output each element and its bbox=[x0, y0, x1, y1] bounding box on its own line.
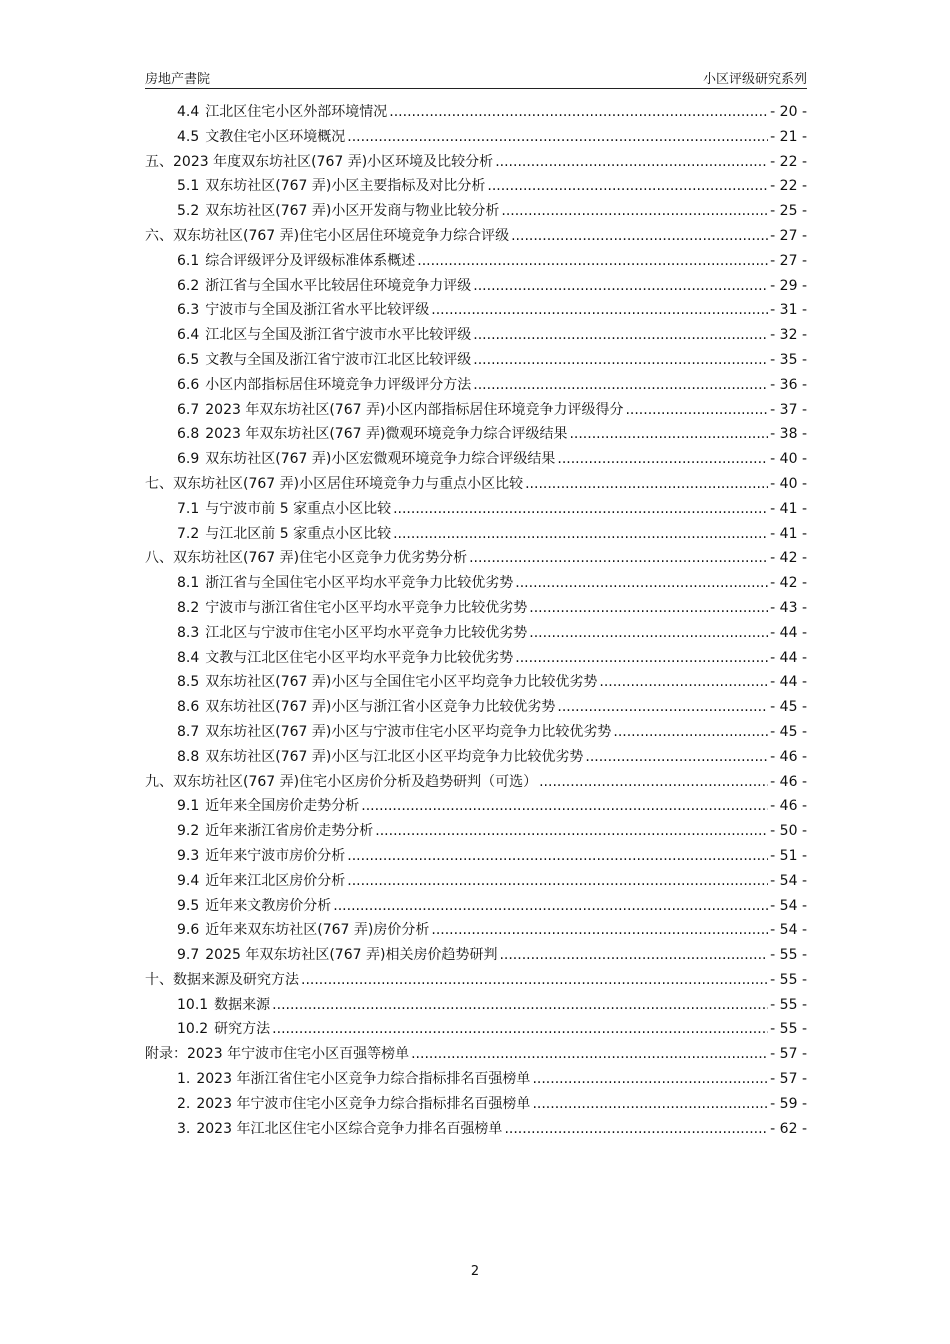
toc-entry-title: 宁波市与全国及浙江省水平比较评级 bbox=[205, 302, 430, 319]
toc-entry-number: 5.1 bbox=[177, 178, 200, 195]
toc-chapter-entry[interactable] bbox=[145, 546, 807, 571]
toc-dot-leader bbox=[569, 422, 768, 447]
toc-entry-page: - 27 - bbox=[770, 227, 807, 244]
toc-section-entry[interactable] bbox=[145, 100, 807, 125]
toc-section-entry[interactable] bbox=[145, 646, 807, 671]
toc-dot-leader bbox=[495, 150, 768, 175]
toc-dot-leader bbox=[525, 472, 768, 497]
toc-section-entry[interactable] bbox=[145, 844, 807, 869]
toc-entry-title: 双东坊社区(767 弄)住宅小区房价分析及趋势研判（可选） bbox=[173, 773, 538, 790]
toc-dot-leader bbox=[272, 993, 768, 1018]
toc-entry-number: 1. bbox=[177, 1071, 191, 1088]
toc-section-entry[interactable] bbox=[145, 1092, 807, 1117]
toc-chapter-entry[interactable] bbox=[145, 150, 807, 175]
toc-dot-leader bbox=[473, 274, 768, 299]
header-publisher: 房地产書院 bbox=[145, 72, 211, 87]
toc-entry-page: - 32 - bbox=[770, 327, 807, 344]
toc-entry-title: 2023 年宁波市住宅小区百强等榜单 bbox=[187, 1046, 410, 1063]
toc-section-entry[interactable] bbox=[145, 869, 807, 894]
toc-entry-page: - 36 - bbox=[770, 376, 807, 393]
toc-chapter-entry[interactable] bbox=[145, 224, 807, 249]
toc-section-entry[interactable] bbox=[145, 943, 807, 968]
toc-dot-leader bbox=[301, 968, 768, 993]
toc-section-entry[interactable] bbox=[145, 522, 807, 547]
toc-entry-number: 6.2 bbox=[177, 277, 200, 294]
header-series: 小区评级研究系列 bbox=[702, 72, 807, 87]
toc-dot-leader bbox=[499, 943, 768, 968]
toc-entry-number: 8.1 bbox=[177, 575, 200, 592]
toc-entry-number: 9.4 bbox=[177, 872, 200, 889]
toc-section-entry[interactable] bbox=[145, 497, 807, 522]
toc-section-entry[interactable] bbox=[145, 993, 807, 1018]
toc-entry-title: 近年来文教房价分析 bbox=[205, 897, 332, 914]
toc-entry-number: 9.6 bbox=[177, 922, 200, 939]
toc-entry-title: 宁波市与浙江省住宅小区平均水平竞争力比较优劣势 bbox=[205, 599, 528, 616]
toc-entry-number: 七、 bbox=[145, 475, 173, 492]
toc-dot-leader bbox=[417, 249, 768, 274]
toc-dot-leader bbox=[532, 1092, 768, 1117]
toc-entry-number: 六、 bbox=[145, 227, 173, 244]
toc-entry-title: 研究方法 bbox=[214, 1021, 271, 1038]
toc-entry-page: - 25 - bbox=[770, 203, 807, 220]
toc-entry-title: 2023 年宁波市住宅小区竞争力综合指标排名百强榜单 bbox=[196, 1095, 531, 1112]
toc-section-entry[interactable] bbox=[145, 373, 807, 398]
toc-entry-title: 综合评级评分及评级标准体系概述 bbox=[205, 252, 416, 269]
toc-entry-title: 双东坊社区(767 弄)小区与宁波市住宅小区平均竞争力比较优劣势 bbox=[205, 723, 612, 740]
toc-section-entry[interactable] bbox=[145, 298, 807, 323]
toc-dot-leader bbox=[613, 720, 768, 745]
toc-section-entry[interactable] bbox=[145, 1017, 807, 1042]
toc-section-entry[interactable] bbox=[145, 918, 807, 943]
toc-section-entry[interactable] bbox=[145, 571, 807, 596]
toc-entry-page: - 41 - bbox=[770, 525, 807, 542]
toc-dot-leader bbox=[347, 869, 768, 894]
toc-section-entry[interactable] bbox=[145, 249, 807, 274]
toc-dot-leader bbox=[539, 770, 768, 795]
toc-entry-number: 8.6 bbox=[177, 699, 200, 716]
toc-entry-page: - 40 - bbox=[770, 451, 807, 468]
toc-entry-number: 2. bbox=[177, 1095, 191, 1112]
toc-entry-number: 9.5 bbox=[177, 897, 200, 914]
toc-entry-title: 双东坊社区(767 弄)住宅小区竞争力优劣势分析 bbox=[173, 550, 468, 567]
toc-entry-number: 4.5 bbox=[177, 128, 200, 145]
toc-entry-page: - 35 - bbox=[770, 351, 807, 368]
toc-entry-title: 小区内部指标居住环境竞争力评级评分方法 bbox=[205, 376, 472, 393]
toc-entry-page: - 54 - bbox=[770, 922, 807, 939]
toc-entry-page: - 44 - bbox=[770, 674, 807, 691]
toc-entry-number: 6.7 bbox=[177, 401, 200, 418]
toc-entry-number: 7.2 bbox=[177, 525, 200, 542]
toc-entry-page: - 55 - bbox=[770, 996, 807, 1013]
toc-entry-number: 9.1 bbox=[177, 798, 200, 815]
toc-dot-leader bbox=[431, 298, 768, 323]
toc-entry-page: - 31 - bbox=[770, 302, 807, 319]
toc-entry-number: 6.1 bbox=[177, 252, 200, 269]
toc-dot-leader bbox=[272, 1017, 768, 1042]
toc-chapter-entry[interactable] bbox=[145, 770, 807, 795]
toc-entry-number: 8.5 bbox=[177, 674, 200, 691]
toc-dot-leader bbox=[557, 447, 768, 472]
toc-entry-title: 数据来源 bbox=[214, 996, 271, 1013]
toc-entry-title: 双东坊社区(767 弄)小区宏微观环境竞争力综合评级结果 bbox=[205, 451, 556, 468]
toc-entry-page: - 55 - bbox=[770, 947, 807, 964]
toc-entry-number: 九、 bbox=[145, 773, 173, 790]
toc-entry-title: 与宁波市前 5 家重点小区比较 bbox=[205, 500, 392, 517]
toc-chapter-entry[interactable] bbox=[145, 472, 807, 497]
toc-entry-page: - 57 - bbox=[770, 1046, 807, 1063]
toc-section-entry[interactable] bbox=[145, 794, 807, 819]
toc-entry-page: - 38 - bbox=[770, 426, 807, 443]
toc-entry-number: 6.6 bbox=[177, 376, 200, 393]
toc-dot-leader bbox=[557, 695, 768, 720]
toc-entry-page: - 22 - bbox=[770, 153, 807, 170]
toc-dot-leader bbox=[347, 844, 768, 869]
toc-entry-page: - 22 - bbox=[770, 178, 807, 195]
toc-entry-page: - 59 - bbox=[770, 1095, 807, 1112]
toc-dot-leader bbox=[529, 621, 768, 646]
toc-section-entry[interactable] bbox=[145, 695, 807, 720]
toc-dot-leader bbox=[389, 100, 768, 125]
toc-entry-number: 8.8 bbox=[177, 748, 200, 765]
toc-entry-title: 双东坊社区(767 弄)小区与浙江省小区竞争力比较优劣势 bbox=[205, 699, 556, 716]
toc-entry-title: 双东坊社区(767 弄)小区主要指标及对比分析 bbox=[205, 178, 486, 195]
toc-entry-title: 近年来宁波市房价分析 bbox=[205, 847, 346, 864]
toc-entry-page: - 27 - bbox=[770, 252, 807, 269]
toc-section-entry[interactable] bbox=[145, 1117, 807, 1142]
toc-entry-page: - 46 - bbox=[770, 773, 807, 790]
toc-entry-number: 3. bbox=[177, 1120, 191, 1137]
toc-chapter-entry[interactable] bbox=[145, 1042, 807, 1067]
toc-entry-page: - 43 - bbox=[770, 599, 807, 616]
toc-dot-leader bbox=[487, 174, 768, 199]
toc-dot-leader bbox=[393, 522, 768, 547]
toc-entry-title: 2023 年双东坊社区(767 弄)小区内部指标居住环境竞争力评级得分 bbox=[205, 401, 624, 418]
toc-entry-title: 双东坊社区(767 弄)住宅小区居住环境竞争力综合评级 bbox=[173, 227, 510, 244]
toc-entry-title: 近年来双东坊社区(767 弄)房价分析 bbox=[205, 922, 430, 939]
toc-entry-number: 五、 bbox=[145, 153, 173, 170]
toc-entry-number: 8.2 bbox=[177, 599, 200, 616]
toc-dot-leader bbox=[393, 497, 768, 522]
toc-section-entry[interactable] bbox=[145, 348, 807, 373]
toc-entry-title: 数据来源及研究方法 bbox=[173, 971, 299, 988]
toc-dot-leader bbox=[473, 323, 768, 348]
toc-dot-leader bbox=[504, 1117, 768, 1142]
toc-entry-page: - 37 - bbox=[770, 401, 807, 418]
toc-entry-title: 近年来全国房价走势分析 bbox=[205, 798, 360, 815]
toc-entry-title: 2023 年江北区住宅小区综合竞争力排名百强榜单 bbox=[196, 1120, 503, 1137]
toc-dot-leader bbox=[375, 819, 768, 844]
page-number: 2 bbox=[470, 1264, 480, 1279]
toc-entry-number: 6.9 bbox=[177, 451, 200, 468]
toc-entry-page: - 41 - bbox=[770, 500, 807, 517]
toc-entry-page: - 46 - bbox=[770, 798, 807, 815]
toc-section-entry[interactable] bbox=[145, 274, 807, 299]
toc-entry-number: 9.2 bbox=[177, 823, 200, 840]
toc-entry-number: 7.1 bbox=[177, 500, 200, 517]
toc-section-entry[interactable] bbox=[145, 323, 807, 348]
toc-entry-title: 近年来江北区房价分析 bbox=[205, 872, 346, 889]
toc-dot-leader bbox=[529, 596, 768, 621]
toc-entry-page: - 50 - bbox=[770, 823, 807, 840]
toc-entry-number: 9.3 bbox=[177, 847, 200, 864]
toc-section-entry[interactable] bbox=[145, 894, 807, 919]
toc-entry-number: 10.2 bbox=[177, 1021, 209, 1038]
toc-chapter-entry[interactable] bbox=[145, 968, 807, 993]
toc-dot-leader bbox=[625, 398, 768, 423]
page-header bbox=[145, 66, 807, 89]
toc-entry-page: - 42 - bbox=[770, 575, 807, 592]
toc-dot-leader bbox=[361, 794, 768, 819]
toc-dot-leader bbox=[431, 918, 768, 943]
toc-section-entry[interactable] bbox=[145, 745, 807, 770]
toc-entry-title: 文教与江北区住宅小区平均水平竞争力比较优劣势 bbox=[205, 649, 514, 666]
toc-entry-page: - 55 - bbox=[770, 1021, 807, 1038]
toc-entry-number: 4.4 bbox=[177, 104, 200, 120]
toc-entry-title: 2023 年双东坊社区(767 弄)微观环境竞争力综合评级结果 bbox=[205, 426, 568, 443]
toc-section-entry[interactable] bbox=[145, 1067, 807, 1092]
toc-entry-page: - 44 - bbox=[770, 649, 807, 666]
toc-section-entry[interactable] bbox=[145, 621, 807, 646]
toc-entry-page: - 29 - bbox=[770, 277, 807, 294]
toc-section-entry[interactable] bbox=[145, 447, 807, 472]
toc-section-entry[interactable] bbox=[145, 422, 807, 447]
toc-entry-title: 浙江省与全国水平比较居住环境竞争力评级 bbox=[205, 277, 472, 294]
toc-entry-title: 江北区与宁波市住宅小区平均水平竞争力比较优劣势 bbox=[205, 624, 528, 641]
toc-entry-title: 近年来浙江省房价走势分析 bbox=[205, 823, 374, 840]
toc-entry-number: 8.7 bbox=[177, 723, 200, 740]
toc-entry-number: 8.4 bbox=[177, 649, 200, 666]
toc-section-entry[interactable] bbox=[145, 199, 807, 224]
toc-entry-page: - 51 - bbox=[770, 847, 807, 864]
toc-entry-number: 十、 bbox=[145, 971, 173, 988]
toc-section-entry[interactable] bbox=[145, 174, 807, 199]
toc-entry-number: 10.1 bbox=[177, 996, 209, 1013]
toc-entry-title: 文教与全国及浙江省宁波市江北区比较评级 bbox=[205, 351, 472, 368]
toc-entry-page: - 54 - bbox=[770, 897, 807, 914]
toc-entry-title: 双东坊社区(767 弄)小区居住环境竞争力与重点小区比较 bbox=[173, 475, 524, 492]
toc-entry-title: 与江北区前 5 家重点小区比较 bbox=[205, 525, 392, 542]
toc-entry-title: 双东坊社区(767 弄)小区与全国住宅小区平均竞争力比较优劣势 bbox=[205, 674, 598, 691]
toc-section-entry[interactable] bbox=[145, 819, 807, 844]
toc-entry-title: 江北区与全国及浙江省宁波市水平比较评级 bbox=[205, 327, 472, 344]
toc-entry-number: 5.2 bbox=[177, 203, 200, 220]
toc-entry-title: 2023 年浙江省住宅小区竞争力综合指标排名百强榜单 bbox=[196, 1071, 531, 1088]
toc-entry-page: - 46 - bbox=[770, 748, 807, 765]
toc-entry-number: 附录： bbox=[145, 1046, 187, 1063]
toc-dot-leader bbox=[473, 348, 768, 373]
toc-entry-page: - 62 - bbox=[770, 1120, 807, 1137]
toc-entry-page: - 21 - bbox=[770, 128, 807, 145]
toc-entry-number: 6.5 bbox=[177, 351, 200, 368]
table-of-contents bbox=[145, 100, 807, 1141]
toc-section-entry[interactable] bbox=[145, 596, 807, 621]
toc-entry-title: 江北区住宅小区外部环境情况 bbox=[205, 104, 388, 120]
toc-entry-number: 9.7 bbox=[177, 947, 200, 964]
toc-dot-leader bbox=[599, 670, 768, 695]
toc-dot-leader bbox=[473, 373, 768, 398]
toc-entry-title: 双东坊社区(767 弄)小区开发商与物业比较分析 bbox=[205, 203, 500, 220]
toc-dot-leader bbox=[333, 894, 768, 919]
toc-entry-title: 2025 年双东坊社区(767 弄)相关房价趋势研判 bbox=[205, 947, 498, 964]
toc-entry-page: - 20 - bbox=[770, 104, 807, 120]
toc-section-entry[interactable] bbox=[145, 398, 807, 423]
toc-entry-page: - 45 - bbox=[770, 699, 807, 716]
toc-dot-leader bbox=[347, 125, 768, 150]
toc-entry-page: - 55 - bbox=[770, 971, 807, 988]
toc-dot-leader bbox=[411, 1042, 768, 1067]
toc-entry-page: - 42 - bbox=[770, 550, 807, 567]
toc-dot-leader bbox=[532, 1067, 768, 1092]
toc-entry-title: 双东坊社区(767 弄)小区与江北区小区平均竞争力比较优劣势 bbox=[205, 748, 584, 765]
toc-dot-leader bbox=[515, 571, 768, 596]
toc-entry-page: - 45 - bbox=[770, 723, 807, 740]
toc-section-entry[interactable] bbox=[145, 720, 807, 745]
toc-entry-page: - 40 - bbox=[770, 475, 807, 492]
toc-section-entry[interactable] bbox=[145, 125, 807, 150]
toc-entry-page: - 54 - bbox=[770, 872, 807, 889]
toc-entry-title: 2023 年度双东坊社区(767 弄)小区环境及比较分析 bbox=[173, 153, 494, 170]
toc-dot-leader bbox=[501, 199, 768, 224]
toc-dot-leader bbox=[469, 546, 768, 571]
toc-entry-page: - 44 - bbox=[770, 624, 807, 641]
toc-dot-leader bbox=[585, 745, 768, 770]
toc-entry-number: 6.8 bbox=[177, 426, 200, 443]
toc-dot-leader bbox=[511, 224, 768, 249]
toc-entry-number: 6.3 bbox=[177, 302, 200, 319]
toc-section-entry[interactable] bbox=[145, 670, 807, 695]
toc-entry-title: 文教住宅小区环境概况 bbox=[205, 128, 346, 145]
toc-entry-number: 八、 bbox=[145, 550, 173, 567]
toc-entry-number: 6.4 bbox=[177, 327, 200, 344]
toc-dot-leader bbox=[515, 646, 768, 671]
toc-entry-number: 8.3 bbox=[177, 624, 200, 641]
toc-entry-page: - 57 - bbox=[770, 1071, 807, 1088]
toc-entry-title: 浙江省与全国住宅小区平均水平竞争力比较优劣势 bbox=[205, 575, 514, 592]
